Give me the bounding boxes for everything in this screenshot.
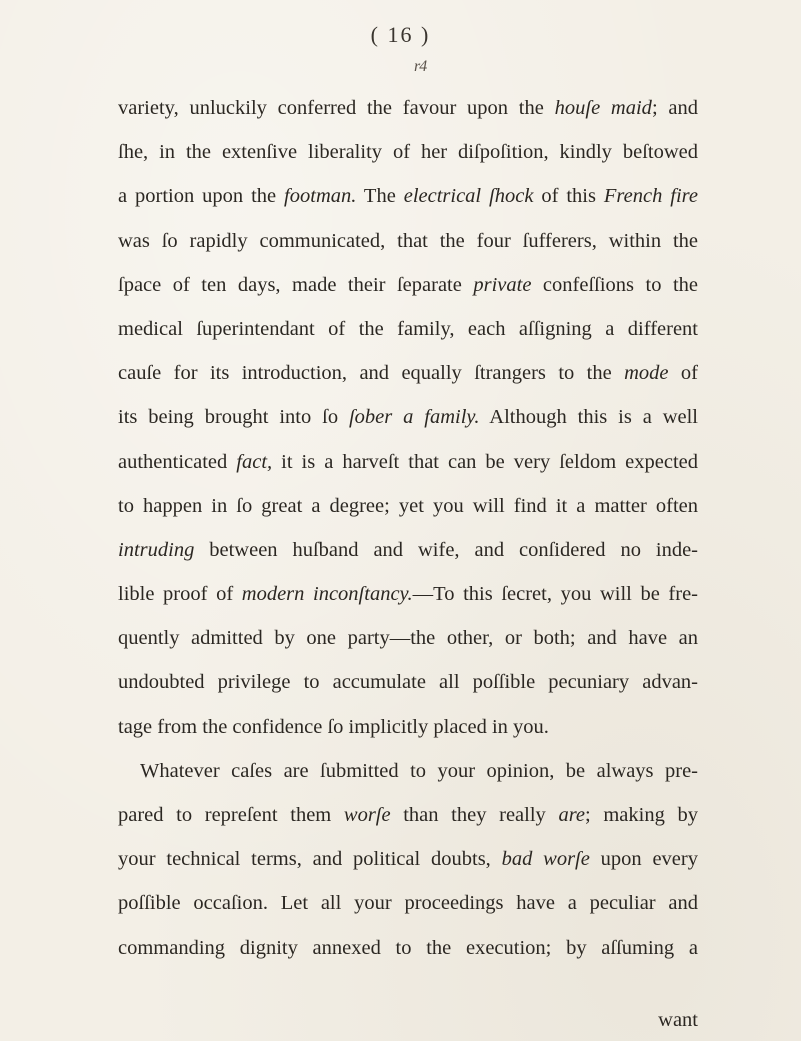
text-segment: poſſible occaſion. Let all your proceedings have a peculiar and <box>118 892 698 915</box>
text-line <box>118 749 698 793</box>
text-segment: medical ſuperintendant of the family, each aſſigning a different <box>118 317 698 340</box>
text-segment: to happen in ſo great a degree; yet you will find it a matter often <box>118 494 698 517</box>
text-line <box>118 86 698 130</box>
italic-text: bad worſe <box>501 848 590 871</box>
text-segment: between huſband and wife, and conſidered no inde- <box>194 538 698 561</box>
text-segment: ; making by <box>585 804 698 826</box>
italic-text: intruding <box>118 538 195 561</box>
text-line <box>118 572 698 616</box>
text-line <box>118 484 698 528</box>
text-segment: cauſe for its introduction, and equally ſtrangers to the <box>118 362 625 385</box>
text-line <box>118 837 698 881</box>
catchword: want <box>658 1009 698 1031</box>
italic-text: French fire <box>603 185 698 208</box>
text-segment: variety, unluckily conferred the favour upon the <box>118 97 555 119</box>
italic-text: footman. <box>284 185 357 208</box>
italic-text: mode <box>624 362 669 385</box>
text-segment: was ſo rapidly communicated, that the four ſufferers, within the <box>118 229 698 252</box>
text-segment: it is a harveſt that can be very ſeldom expected <box>272 450 698 473</box>
text-segment: upon every <box>589 848 698 871</box>
text-segment: ſpace of ten days, made their ſeparate <box>118 273 474 296</box>
italic-text: electrical ſhock <box>403 185 534 208</box>
text-segment: lible proof of <box>118 583 242 606</box>
text-segment: Whatever caſes are ſubmitted to your opinion, be always pre- <box>140 759 698 782</box>
catchword-row <box>118 1009 698 1039</box>
text-segment: authenticated <box>118 450 237 473</box>
text-line <box>118 705 698 749</box>
italic-text: are <box>558 804 586 826</box>
text-segment: of <box>668 362 698 385</box>
text-segment: ſhe, in the extenſive liberality of her diſpoſition, kindly beſtowed <box>118 141 698 164</box>
text-line <box>118 881 698 925</box>
text-segment: a portion upon the <box>118 185 285 208</box>
text-line <box>118 793 698 837</box>
text-segment: commanding dignity annexed to the execution; by aſſuming a <box>118 936 698 959</box>
body-text <box>118 86 698 970</box>
page-number: ( 16 ) <box>370 22 431 47</box>
text-segment: its being brought into ſo <box>118 406 349 429</box>
text-line <box>118 440 698 484</box>
text-segment: of this <box>533 185 604 208</box>
text-segment: confeſſions to the <box>531 273 698 296</box>
text-line <box>118 616 698 660</box>
italic-text: modern inconſtancy. <box>241 583 413 606</box>
text-line <box>118 660 698 704</box>
italic-text: houſe maid <box>554 97 652 119</box>
text-segment: pared to repreſent them <box>118 804 344 826</box>
text-line <box>118 130 698 174</box>
text-line <box>118 263 698 307</box>
text-line <box>118 528 698 572</box>
text-segment: Although this is a well <box>479 406 698 429</box>
text-line <box>118 395 698 439</box>
text-segment: ; and <box>651 97 698 119</box>
italic-text: private <box>473 273 532 296</box>
text-line <box>118 926 698 970</box>
text-segment: than they really <box>390 804 559 826</box>
italic-text: fact, <box>236 450 273 473</box>
text-line <box>118 351 698 395</box>
italic-text: worſe <box>343 804 391 826</box>
italic-text: ſober a family. <box>348 406 480 429</box>
text-line <box>118 307 698 351</box>
text-line <box>118 219 698 263</box>
text-line <box>118 174 698 218</box>
handwritten-mark: r4 <box>414 58 427 75</box>
text-segment: quently admitted by one party—the other, or both; and have an <box>118 627 698 650</box>
text-segment: tage from the confidence ſo implicitly placed in you. <box>118 715 549 738</box>
text-segment: —To this ſecret, you will be fre- <box>412 583 698 606</box>
text-segment: your technical terms, and political doubts, <box>118 848 502 871</box>
text-segment: undoubted privilege to accumulate all poſſible pecuniary advan- <box>118 671 698 694</box>
text-segment: The <box>356 185 404 208</box>
